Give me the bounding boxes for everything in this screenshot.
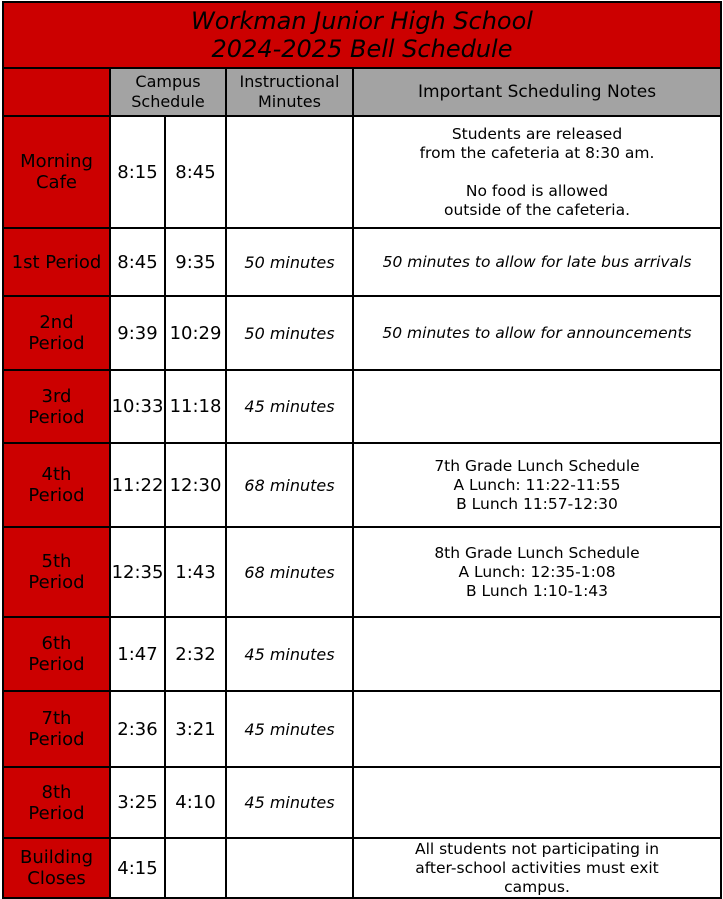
period-name: 3rd Period bbox=[3, 370, 110, 443]
end-time: 12:30 bbox=[165, 443, 226, 527]
period-name: 6th Period bbox=[3, 617, 110, 691]
start-time: 12:35 bbox=[110, 527, 165, 617]
instructional-minutes: 50 minutes bbox=[226, 296, 353, 370]
instructional-minutes bbox=[226, 838, 353, 898]
scheduling-notes-header: Important Scheduling Notes bbox=[353, 68, 721, 116]
scheduling-note: 50 minutes to allow for announcements bbox=[353, 296, 721, 370]
scheduling-note bbox=[353, 370, 721, 443]
period-name: 7th Period bbox=[3, 691, 110, 767]
instructional-minutes: 45 minutes bbox=[226, 767, 353, 838]
end-time: 10:29 bbox=[165, 296, 226, 370]
period-name: 2nd Period bbox=[3, 296, 110, 370]
start-time: 11:22 bbox=[110, 443, 165, 527]
start-time: 1:47 bbox=[110, 617, 165, 691]
schedule-year-title: 2024-2025 Bell Schedule bbox=[211, 35, 513, 63]
instructional-minutes: 68 minutes bbox=[226, 527, 353, 617]
end-time: 3:21 bbox=[165, 691, 226, 767]
period-name: Building Closes bbox=[3, 838, 110, 898]
schedule-row bbox=[3, 617, 721, 691]
end-time bbox=[165, 838, 226, 898]
start-time: 3:25 bbox=[110, 767, 165, 838]
schedule-row bbox=[3, 691, 721, 767]
schedule-row bbox=[3, 296, 721, 370]
scheduling-note bbox=[353, 691, 721, 767]
start-time: 4:15 bbox=[110, 838, 165, 898]
instructional-minutes: 50 minutes bbox=[226, 228, 353, 296]
scheduling-note: All students not participating in after-school activities must exit campus. bbox=[353, 838, 721, 898]
start-time: 2:36 bbox=[110, 691, 165, 767]
schedule-row bbox=[3, 228, 721, 296]
period-name: 8th Period bbox=[3, 767, 110, 838]
instructional-minutes: 45 minutes bbox=[226, 617, 353, 691]
schedule-row bbox=[3, 838, 721, 898]
start-time: 9:39 bbox=[110, 296, 165, 370]
instructional-minutes: 68 minutes bbox=[226, 443, 353, 527]
scheduling-note: 7th Grade Lunch Schedule A Lunch: 11:22-11:55 B Lunch 11:57-12:30 bbox=[353, 443, 721, 527]
schedule-title bbox=[3, 2, 721, 68]
end-time: 9:35 bbox=[165, 228, 226, 296]
school-name: Workman Junior High School bbox=[191, 7, 533, 35]
end-time: 11:18 bbox=[165, 370, 226, 443]
instructional-minutes-header: Instructional Minutes bbox=[226, 68, 353, 116]
instructional-minutes: 45 minutes bbox=[226, 370, 353, 443]
instructional-minutes: 45 minutes bbox=[226, 691, 353, 767]
schedule-row bbox=[3, 767, 721, 838]
end-time: 2:32 bbox=[165, 617, 226, 691]
bell-schedule-table bbox=[2, 1, 722, 899]
end-time: 8:45 bbox=[165, 116, 226, 228]
end-time: 1:43 bbox=[165, 527, 226, 617]
schedule-row bbox=[3, 116, 721, 228]
start-time: 8:45 bbox=[110, 228, 165, 296]
scheduling-note: Students are released from the cafeteria at 8:30 am. No food is allowed outside of the cafeteria. bbox=[353, 116, 721, 228]
schedule-row bbox=[3, 527, 721, 617]
period-name: Morning Cafe bbox=[3, 116, 110, 228]
start-time: 8:15 bbox=[110, 116, 165, 228]
scheduling-note: 50 minutes to allow for late bus arrivals bbox=[353, 228, 721, 296]
scheduling-note: 8th Grade Lunch Schedule A Lunch: 12:35-1:08 B Lunch 1:10-1:43 bbox=[353, 527, 721, 617]
instructional-minutes bbox=[226, 116, 353, 228]
scheduling-note bbox=[353, 767, 721, 838]
campus-schedule-header: Campus Schedule bbox=[110, 68, 226, 116]
period-name: 4th Period bbox=[3, 443, 110, 527]
end-time: 4:10 bbox=[165, 767, 226, 838]
period-name: 1st Period bbox=[3, 228, 110, 296]
period-name: 5th Period bbox=[3, 527, 110, 617]
scheduling-note bbox=[353, 617, 721, 691]
blank-header-cell bbox=[3, 68, 110, 116]
schedule-row bbox=[3, 370, 721, 443]
start-time: 10:33 bbox=[110, 370, 165, 443]
schedule-row bbox=[3, 443, 721, 527]
